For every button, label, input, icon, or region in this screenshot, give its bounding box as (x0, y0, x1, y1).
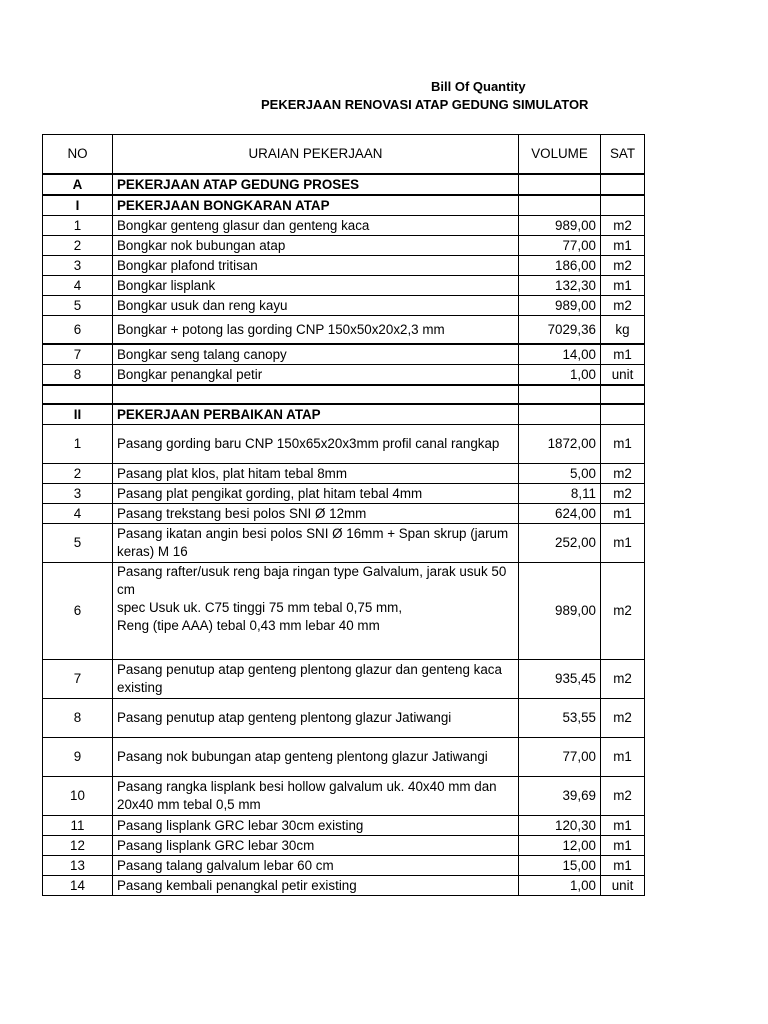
row-no: 1 (43, 216, 113, 236)
section-row-a (43, 174, 645, 195)
row-description: Bongkar genteng glasur dan genteng kaca (113, 216, 519, 236)
row-unit: m1 (601, 344, 645, 365)
row-unit: m2 (601, 699, 645, 738)
table-row (43, 777, 645, 816)
row-description: Bongkar seng talang canopy (113, 344, 519, 365)
row-unit: kg (601, 316, 645, 345)
row-no: 8 (43, 699, 113, 738)
table-row (43, 316, 645, 345)
table-row (43, 365, 645, 386)
table-row (43, 276, 645, 296)
row-unit: m2 (601, 660, 645, 699)
row-no: 2 (43, 236, 113, 256)
row-description: Bongkar lisplank (113, 276, 519, 296)
boq-table (42, 134, 645, 896)
row-unit: m1 (601, 524, 645, 563)
row-unit: m2 (601, 484, 645, 504)
row-volume: 1872,00 (519, 425, 601, 464)
section-label: PEKERJAAN ATAP GEDUNG PROSES (113, 174, 519, 195)
row-volume: 15,00 (519, 856, 601, 876)
table-row (43, 464, 645, 484)
table-row (43, 484, 645, 504)
row-unit: m1 (601, 856, 645, 876)
row-no: 4 (43, 504, 113, 524)
spacer-row (43, 385, 645, 404)
row-description: Bongkar + potong las gording CNP 150x50x20x2,3 mm (113, 316, 519, 345)
row-unit: m1 (601, 738, 645, 777)
row-volume: 39,69 (519, 777, 601, 816)
column-header-volume: VOLUME (519, 135, 601, 175)
row-description: Pasang kembali penangkal petir existing (113, 876, 519, 896)
row-unit: m2 (601, 296, 645, 316)
row-volume: 935,45 (519, 660, 601, 699)
row-description: Pasang gording baru CNP 150x65x20x3mm profil canal rangkap (113, 425, 519, 464)
table-row (43, 856, 645, 876)
row-unit: m1 (601, 236, 645, 256)
row-no: 7 (43, 344, 113, 365)
row-volume: 120,30 (519, 816, 601, 836)
row-description: Pasang penutup atap genteng plentong glazur dan genteng kaca existing (113, 660, 519, 699)
row-unit: m2 (601, 256, 645, 276)
row-description-line: spec Usuk uk. C75 tinggi 75 mm tebal 0,75 mm, (117, 600, 403, 615)
table-row (43, 296, 645, 316)
row-no: 1 (43, 425, 113, 464)
row-unit: m1 (601, 276, 645, 296)
table-row (43, 563, 645, 660)
row-volume: 624,00 (519, 504, 601, 524)
row-no: 2 (43, 464, 113, 484)
row-description: Pasang lisplank GRC lebar 30cm (113, 836, 519, 856)
row-no: 8 (43, 365, 113, 386)
table-row (43, 425, 645, 464)
row-unit: m1 (601, 816, 645, 836)
row-volume: 5,00 (519, 464, 601, 484)
row-unit: unit (601, 876, 645, 896)
table-row (43, 738, 645, 777)
row-no: 12 (43, 836, 113, 856)
row-description: Pasang talang galvalum lebar 60 cm (113, 856, 519, 876)
row-no: 3 (43, 484, 113, 504)
row-description: Pasang lisplank GRC lebar 30cm existing (113, 816, 519, 836)
row-description: Pasang trekstang besi polos SNI Ø 12mm (113, 504, 519, 524)
row-volume: 1,00 (519, 876, 601, 896)
row-description: Bongkar usuk dan reng kayu (113, 296, 519, 316)
row-description: Pasang rangka lisplank besi hollow galvalum uk. 40x40 mm dan 20x40 mm tebal 0,5 mm (113, 777, 519, 816)
section-no: I (43, 195, 113, 216)
row-description: Bongkar nok bubungan atap (113, 236, 519, 256)
row-no: 5 (43, 524, 113, 563)
row-no: 11 (43, 816, 113, 836)
table-row (43, 524, 645, 563)
row-no: 4 (43, 276, 113, 296)
table-row (43, 256, 645, 276)
row-unit: m2 (601, 464, 645, 484)
row-volume: 77,00 (519, 236, 601, 256)
row-unit: m2 (601, 216, 645, 236)
row-description-line: Reng (tipe AAA) tebal 0,43 mm lebar 40 mm (117, 618, 380, 633)
row-no: 7 (43, 660, 113, 699)
table-row (43, 836, 645, 856)
column-header-description: URAIAN PEKERJAAN (113, 135, 519, 175)
row-no: 14 (43, 876, 113, 896)
row-description (113, 563, 519, 660)
row-unit: m1 (601, 425, 645, 464)
section-row-1 (43, 195, 645, 216)
row-volume: 989,00 (519, 216, 601, 236)
row-no: 9 (43, 738, 113, 777)
row-description-line: Pasang rafter/usuk reng baja ringan type Galvalum, jarak usuk 50 cm (117, 564, 507, 597)
row-description: Bongkar penangkal petir (113, 365, 519, 386)
row-unit: m1 (601, 504, 645, 524)
row-description: Pasang plat klos, plat hitam tebal 8mm (113, 464, 519, 484)
row-volume: 53,55 (519, 699, 601, 738)
section-no: A (43, 174, 113, 195)
row-no: 10 (43, 777, 113, 816)
table-row (43, 816, 645, 836)
row-volume: 1,00 (519, 365, 601, 386)
row-description: Pasang penutup atap genteng plentong glazur Jatiwangi (113, 699, 519, 738)
row-no: 5 (43, 296, 113, 316)
section-row-2 (43, 404, 645, 425)
row-no: 13 (43, 856, 113, 876)
table-row (43, 660, 645, 699)
row-volume: 186,00 (519, 256, 601, 276)
section-label: PEKERJAAN PERBAIKAN ATAP (113, 404, 519, 425)
row-volume: 8,11 (519, 484, 601, 504)
column-header-no: NO (43, 135, 113, 175)
table-row (43, 344, 645, 365)
table-row (43, 236, 645, 256)
row-description: Pasang nok bubungan atap genteng plentong glazur Jatiwangi (113, 738, 519, 777)
table-row (43, 216, 645, 236)
row-volume: 12,00 (519, 836, 601, 856)
row-volume: 7029,36 (519, 316, 601, 345)
column-header-unit: SAT (601, 135, 645, 175)
row-volume: 989,00 (519, 563, 601, 660)
row-no: 3 (43, 256, 113, 276)
row-volume: 252,00 (519, 524, 601, 563)
row-unit: m1 (601, 836, 645, 856)
row-description: Pasang ikatan angin besi polos SNI Ø 16mm + Span skrup (jarum keras) M 16 (113, 524, 519, 563)
row-unit: m2 (601, 563, 645, 660)
row-volume: 14,00 (519, 344, 601, 365)
row-unit: unit (601, 365, 645, 386)
table-header-row (43, 135, 645, 175)
section-no: II (43, 404, 113, 425)
table-row (43, 699, 645, 738)
row-description: Bongkar plafond tritisan (113, 256, 519, 276)
row-volume: 77,00 (519, 738, 601, 777)
table-row (43, 876, 645, 896)
row-unit: m2 (601, 777, 645, 816)
row-description: Pasang plat pengikat gording, plat hitam tebal 4mm (113, 484, 519, 504)
table-row (43, 504, 645, 524)
section-label: PEKERJAAN BONGKARAN ATAP (113, 195, 519, 216)
row-volume: 132,30 (519, 276, 601, 296)
row-volume: 989,00 (519, 296, 601, 316)
row-no: 6 (43, 563, 113, 660)
row-no: 6 (43, 316, 113, 345)
